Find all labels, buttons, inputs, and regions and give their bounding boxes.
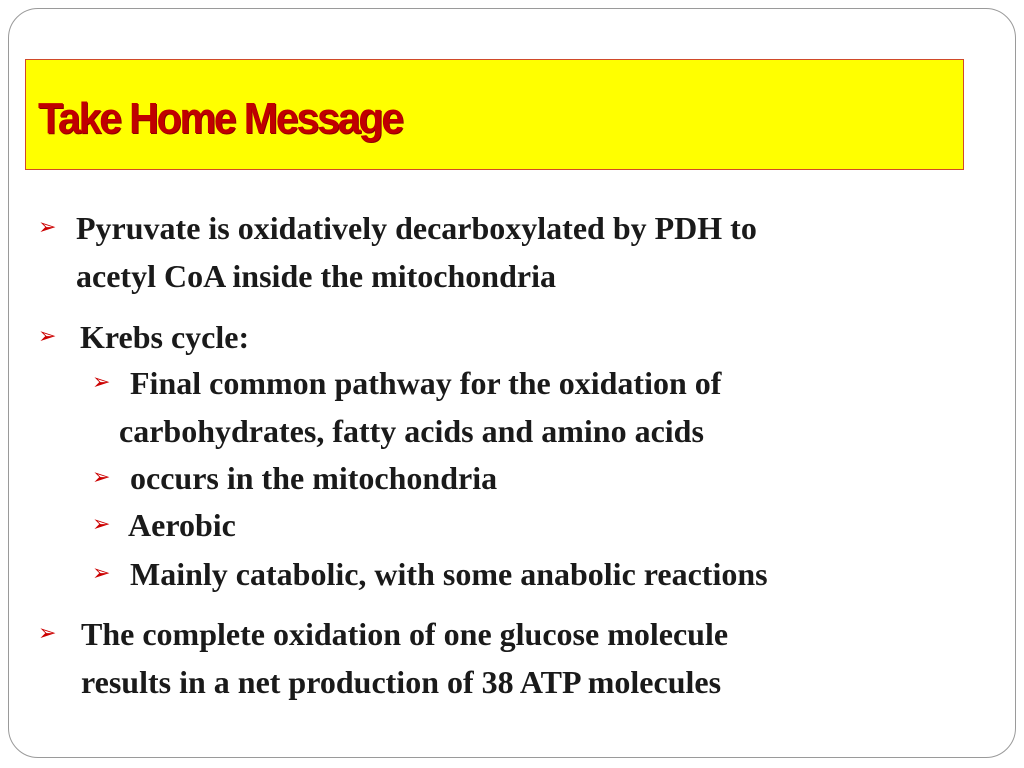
title-banner <box>25 59 964 170</box>
bullet-pyruvate <box>76 204 757 300</box>
sub-bullet-arrow-icon: ➢ <box>92 465 111 490</box>
bullet-text-line: results in a net production of 38 ATP molecules <box>81 664 722 700</box>
bullet-text-line: The complete oxidation of one glucose molecule <box>81 616 729 652</box>
sub-bullet-catabolic <box>130 550 768 598</box>
bullet-arrow-icon: ➢ <box>38 324 57 349</box>
bullet-text-line: occurs in the mitochondria <box>130 460 498 496</box>
sub-bullet-aerobic <box>128 501 236 549</box>
bullet-text-line: Pyruvate is oxidatively decarboxylated by PDH to <box>76 210 757 246</box>
bullet-arrow-icon: ➢ <box>38 621 57 646</box>
bullet-text-line: acetyl CoA inside the mitochondria <box>76 258 556 294</box>
sub-bullet-arrow-icon: ➢ <box>92 561 111 586</box>
sub-bullet-arrow-icon: ➢ <box>92 370 111 395</box>
sub-bullet-arrow-icon: ➢ <box>92 512 111 537</box>
sub-bullet-mitochondria <box>130 454 497 502</box>
bullet-text-line: Mainly catabolic, with some anabolic reactions <box>130 556 768 592</box>
sub-bullet-final-pathway <box>130 359 721 407</box>
sub-bullet-final-pathway-continued <box>119 407 704 455</box>
slide-title: Take Home Message <box>38 94 402 143</box>
bullet-text-line: Krebs cycle: <box>80 319 250 355</box>
bullet-krebs-cycle <box>80 313 249 361</box>
bullet-text-line: Final common pathway for the oxidation of <box>130 365 722 401</box>
bullet-glucose-oxidation <box>81 610 728 706</box>
bullet-text-line: carbohydrates, fatty acids and amino acids <box>119 413 704 449</box>
bullet-arrow-icon: ➢ <box>38 215 57 240</box>
bullet-text-line: Aerobic <box>128 507 236 543</box>
